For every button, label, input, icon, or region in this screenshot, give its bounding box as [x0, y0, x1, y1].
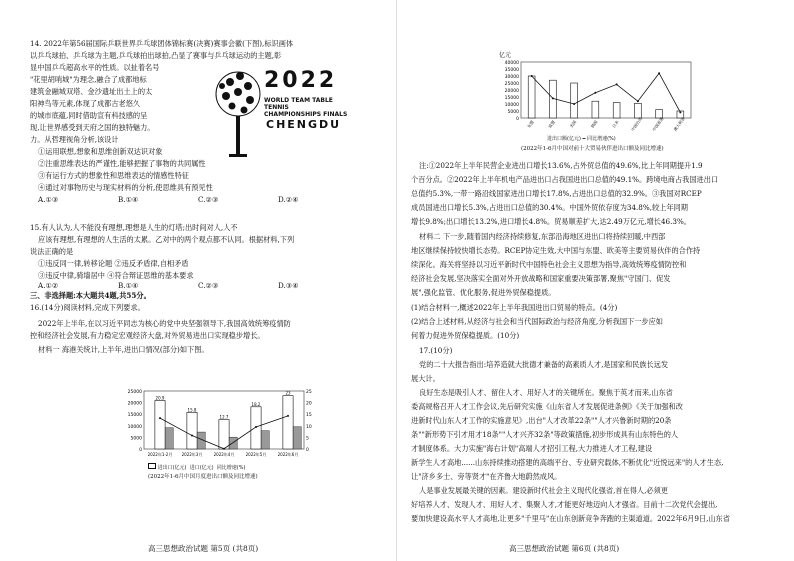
data-label: 15.8: [187, 407, 197, 413]
y-tick-label: 30000: [504, 75, 519, 80]
line-point: [159, 417, 161, 419]
y2-tick-label: 25: [306, 390, 312, 395]
option-left_options_15-3: D.③④: [278, 281, 299, 290]
y2-tick-label: 5: [306, 436, 309, 442]
right-line: 展大计。: [411, 374, 440, 383]
option-left_options_14-2: C.②③: [198, 195, 219, 204]
line-point: [658, 72, 660, 74]
x-tick-label: 中国香港: [651, 116, 665, 133]
left-line: 现,让世界感受到天府之国的独特魅力。: [30, 123, 155, 132]
y-tick-label: 15000: [504, 96, 519, 101]
right-chart-caption: (2022年1-6月中国对前十大贸易伙伴进出口额及同比增速): [521, 146, 664, 152]
option-left_options_15-2: C.②③: [198, 281, 219, 290]
x-tick-label: 2022年5月: [245, 452, 267, 457]
x-tick-label: 2022年6月: [277, 452, 299, 457]
left-line: 建筑金融城双塔、金沙遗址出土上的太: [30, 87, 153, 96]
plot-frame: [521, 62, 691, 118]
right-line: 进新时代山东人才工作的实施意见》,出台"人才改革22条""人才兴鲁新时期的20条: [411, 416, 672, 425]
y-tick-label: 25000: [504, 82, 519, 87]
right-line: 成员国进出口增长5.3%,占进出口总值的30.4%。中国外贸依存度为34.8%,较上年同期: [411, 203, 688, 212]
x-tick-label: 澳大利亚: [672, 116, 686, 133]
y-tick-label: 20000: [504, 89, 519, 94]
line-point: [616, 83, 618, 85]
left-legend-bar: 进出口(亿元): [157, 465, 187, 471]
left-line: 16.(14分)阅读材料,完成下列要求。: [30, 303, 145, 312]
line-point: [637, 100, 639, 102]
championship-logo: [212, 64, 355, 164]
right-line: 展",强化监管、优化服务,促进外贸保稳提质。: [411, 288, 556, 297]
left-line: 的城市底蕴,同时借助宣有科技感的呈: [30, 111, 148, 120]
left-line: 材料一 海港关统计,上半年,进出口情况(部分)如下图。: [38, 345, 209, 354]
right-line: 委高规格召开人才工作会议,先后研究实施《山东省人才发展促进条例》《关于加强和改: [411, 402, 683, 411]
option-left_options_15-0: A.①②: [38, 281, 59, 290]
right-line: 要加快建设高水平人才高地,让更多"千里马"在山东创新竞争奔跑的主渠道道。2022年6月9日,山东省: [411, 514, 730, 523]
x-tick-label: 日本: [611, 119, 620, 129]
left-line: 以乒乓球拍、乒乓球为主题,乒乓球拍出球拍,凸显了赛事与乒乓球运动的主题,彰: [30, 51, 282, 60]
left-line: ③有运行方式的想象性和思维表达的情感性特征: [38, 171, 189, 180]
right-chart-legend: 进出口额(亿元) ━ 同比增速(%): [547, 136, 616, 142]
y-tick-label: 25000: [127, 390, 142, 395]
bar: [592, 101, 599, 118]
bar: [187, 412, 197, 449]
y2-tick-label: 20: [306, 401, 312, 407]
logo-tree-icon: [212, 64, 264, 164]
line-point: [223, 448, 225, 450]
right-line: 续深化。海关将坚持以习近平新时代中国特色社会主义思想为指导,高效统筹疫情防控和: [411, 260, 687, 269]
option-left_options_15-1: B.①④: [118, 281, 139, 290]
left-chart-legend: [148, 463, 245, 471]
y-tick-label: 0: [516, 117, 519, 122]
right-line: 经济社会发展,坚决落实全面对外开放战略和国家重要决策部署,聚焦"守国门、促发: [411, 274, 671, 283]
left-footer: 高三思想政治试题 第5页 (共8页): [148, 544, 259, 553]
data-label: 18.2: [251, 401, 261, 407]
option-left_options_14-0: A.①③: [38, 195, 59, 204]
left-line: 显中国乒乓超高水平的性质。以扯着名号: [30, 63, 160, 72]
right-line: (1)结合材料一,概述2022年上半年我国进出口贸易的特点。(4分): [411, 303, 618, 312]
logo-year: 2022: [264, 68, 338, 93]
right-line: 何着力促进外贸保稳提质。(10分): [411, 331, 520, 340]
line-point: [191, 435, 193, 437]
left-line: "花里胡哨城"为理念,融合了成都地标: [30, 75, 147, 84]
left-line: 说法正确的是: [30, 247, 74, 256]
x-tick-label: 美国: [568, 119, 578, 129]
bar: [571, 83, 578, 118]
bar: [613, 103, 620, 118]
left-legend-line1: 进口(亿元): [189, 465, 214, 471]
y-tick-label: 40000: [504, 61, 519, 66]
x-tick-label: 中国台湾: [630, 116, 644, 133]
x-tick-label: 东盟: [526, 119, 535, 129]
right-bar-chart: [497, 56, 707, 134]
data-label: 20.9: [155, 395, 165, 401]
right-line: 个百分点。②2022年上半年机电产品进出口占我国进出口总值的49.1%。跨境电商占我国进出口: [411, 175, 719, 184]
y-tick-label: 20000: [127, 401, 142, 407]
logo-event-line2: CHAMPIONSHIPS FINALS: [264, 111, 348, 118]
line-point: [573, 103, 575, 105]
y-tick-label: 10000: [127, 424, 142, 430]
x-tick-label: 欧盟: [547, 119, 556, 129]
right-line: 材料二 下一步,随着国内经济持续修复,东部沿海地区进出口将持续回暖,中西部: [419, 232, 666, 241]
legend-swatch-bar-icon: [148, 463, 156, 469]
right-line: 注:①2022年上半年民营企业进出口增长13.6%,占外贸总值的49.6%,比上年同期提升1.9: [419, 161, 703, 170]
right-line: 新学生人才高地......山东持续推动搭建的高端平台、专业研究载体,不断优化"近悦远来"的人才生态,: [411, 458, 724, 467]
y-tick-label: 5000: [130, 436, 142, 442]
bar: [528, 76, 535, 118]
left-line: 三、非选择题:本大题共4题,共55分。: [30, 291, 151, 300]
right-line: 党的二十大报告指出:培养造就大批德才兼备的高素质人才,是国家和民族长远发: [419, 360, 669, 369]
y-tick-label: 0: [139, 448, 142, 453]
y-tick-label: 35000: [504, 68, 519, 73]
data-label: 23: [285, 390, 291, 396]
option-left_options_14-3: D.②④: [278, 195, 299, 204]
line-point: [594, 92, 596, 94]
bar: [219, 420, 229, 449]
left-line: ①运用联想,想象和思维创新双达识对象: [38, 147, 163, 156]
left-line: 14. 2022年第56届国际乒联世界乒乓球团体锦标赛(决赛)赛事会徽(下图),标识画体: [30, 39, 294, 48]
left-line: ②注重思维表达的严谨性,能够把握了事物的共同属性: [38, 159, 206, 168]
right-footer: 高三思想政治试题 第6页 (共8页): [509, 544, 620, 553]
left-line: 阳神鸟等元素,体现了成都古老悠久: [30, 99, 141, 108]
right-line: 好培养人才、发现人才、用好人才、集聚人才,才能更好地迈向人才强省。目前十二次党代会提出,: [411, 500, 718, 509]
right-line: 让"济乡多士、旁等贤才"在齐鲁大地蔚然成风。: [411, 472, 562, 481]
bar: [283, 396, 293, 449]
left-line: ④通过对事物历史与现实材料的分析,使思维具有预见性: [38, 183, 213, 192]
logo-event-line1: WORLD TEAM TABLE TENNIS: [264, 97, 333, 111]
x-tick-label: 2022年1-2月: [147, 452, 173, 457]
x-tick-label: 2022年4月: [213, 452, 235, 457]
right-line: 增长9.8%;出口增长13.2%,进口增长4.8%。贸易顺差扩大,达2.49万亿元,增长46.3%。: [411, 217, 691, 226]
logo-city: CHENGDU: [266, 118, 342, 131]
y-tick-label: 15000: [127, 413, 142, 419]
left-line: 15.有人认为,人不能没有理想,理想是人生的灯塔;出时间对人,人不: [30, 223, 238, 232]
line-point: [255, 426, 257, 428]
x-tick-label: 韩国: [589, 119, 599, 129]
option-left_options_14-1: B.①④: [118, 195, 139, 204]
right-line: 17.(10分): [419, 346, 453, 355]
bar: [634, 103, 641, 118]
right-line: 良好生态是吸引人才、留住人才、用好人才的关键所在。聚焦于英才而来,山东省: [419, 388, 673, 397]
right-line: 总值约5.3%,一带一路沿线国家进出口增长17.8%,占进出口总值的32.9%。③我国对RCEP: [411, 189, 702, 198]
data-label: 12.7: [219, 414, 229, 420]
line-point: [531, 75, 533, 77]
right-line: 地区继续保持较快增长态势。RCEP协定生效,大中国与东盟、欧美等主要贸易伙伴的合作持: [411, 246, 701, 255]
left-line: ①违反同一律,转移论题 ②违反矛盾律,自相矛盾: [38, 259, 189, 268]
bar: [165, 428, 173, 449]
left-line: 2022年上半年,在以习近平同志为核心的党中央坚强领导下,我国高效统筹疫情防: [38, 319, 291, 328]
logo-event-name: [264, 97, 355, 118]
left-line: 控和经济社会发展,有力稳定宏观经济大盘,对外贸易进出口实现稳步增长。: [30, 331, 265, 340]
left-bar-chart: [120, 385, 320, 465]
page-6: [397, 0, 794, 561]
left-line: ③违反中律,骑墙居中 ④符合辩证思维的基本要求: [38, 271, 194, 280]
right-line: 条""新形势下引才用才18条""人才兴齐32条"等政策措施,初步形成具有山东特色的人: [411, 430, 679, 439]
y2-tick-label: 0: [306, 448, 309, 453]
right-line: (2)结合上述材料,从经济与社会和当代国际政治与经济角度,分析我国下一步应如: [411, 317, 663, 326]
bar: [229, 437, 237, 449]
line-point: [679, 111, 681, 113]
left-line: 力。从哲理视角分析,该设计: [30, 135, 119, 144]
x-tick-label: 2022年3月: [181, 452, 203, 457]
bar: [261, 431, 269, 449]
y-tick-label: 5000: [507, 110, 519, 115]
right-line: 才制度体系。大力实施"海右计划"高端人才招引工程,大力推进人才工程,建设: [411, 444, 653, 453]
line-point: [552, 97, 554, 99]
left-chart-caption: (2022年1-6月中国月度进出口额及同比增速): [148, 474, 258, 480]
right-line: 人是事业发展最关键的因素。建设新时代社会主义现代化强省,首在得人,必须更: [419, 486, 668, 495]
line-point: [287, 415, 289, 417]
left-legend-line2: 同比增速(%): [216, 465, 246, 471]
y-tick-label: 10000: [504, 103, 519, 108]
right-chart-ylabel: 亿元: [499, 52, 512, 59]
left-line: 应该有理想,有理想的人生活的太累。乙对中的两个观点都不认同。根据材料,下列: [38, 235, 295, 244]
y2-tick-label: 15: [306, 413, 312, 419]
y2-tick-label: 10: [306, 424, 312, 430]
bar: [155, 401, 165, 449]
bar: [293, 427, 301, 449]
